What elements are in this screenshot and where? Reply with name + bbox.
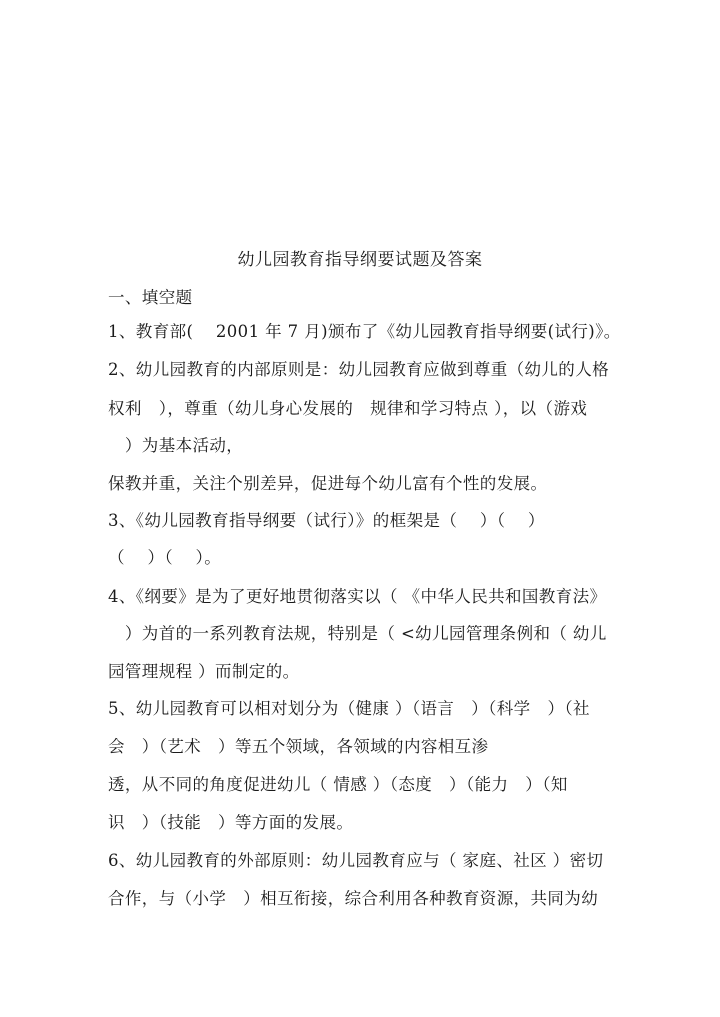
text-line: （ ）（ ）。: [108, 548, 222, 567]
text-line: ）为首的一系列教育法规，特别是（ <幼儿园管理条例和（ 幼儿: [108, 624, 607, 643]
text-line: 合作，与（小学 ）相互衔接，综合利用各种教育资源，共同为幼: [108, 889, 599, 908]
text-line: 透，从不同的角度促进幼儿（ 情感 ）（态度 ）（能力 ）（知: [108, 775, 568, 794]
text-line: 3、《幼儿园教育指导纲要（试行）》的框架是（ ）（ ）: [108, 511, 545, 530]
text-line: 5、幼儿园教育可以相对划分为（健康 ）（语言 ）（科学 ）（社: [108, 699, 590, 718]
document-title: 幼儿园教育指导纲要试题及答案: [237, 250, 483, 270]
text-line: 4、《纲要》是为了更好地贯彻落实以（ 《中华人民共和国教育法》: [108, 587, 607, 606]
text-line: 6、幼儿园教育的外部原则：幼儿园教育应与（ 家庭、社区 ）密切: [108, 851, 604, 870]
text-line: 识 ）（技能 ）等方面的发展。: [108, 813, 354, 832]
text-line: 权利 ），尊重（幼儿身心发展的 规律和学习特点 ），以（游戏: [108, 399, 588, 418]
text-line: 2、幼儿园教育的内部原则是：幼儿园教育应做到尊重（幼儿的人格: [108, 360, 609, 379]
section-heading: 一、填空题: [108, 288, 193, 307]
text-line: 1、教育部( 2001 年 7 月)颁布了《幼儿园教育指导纲要(试行)》。: [108, 322, 621, 341]
text-line: 保教并重，关注个别差异，促进每个幼儿富有个性的发展。: [108, 474, 548, 493]
text-line: ）为基本活动，: [108, 436, 244, 455]
text-line: 会 ）（艺术 ）等五个领域，各领域的内容相互渗: [108, 737, 489, 756]
text-line: 园管理规程 ）而制定的。: [108, 662, 300, 681]
